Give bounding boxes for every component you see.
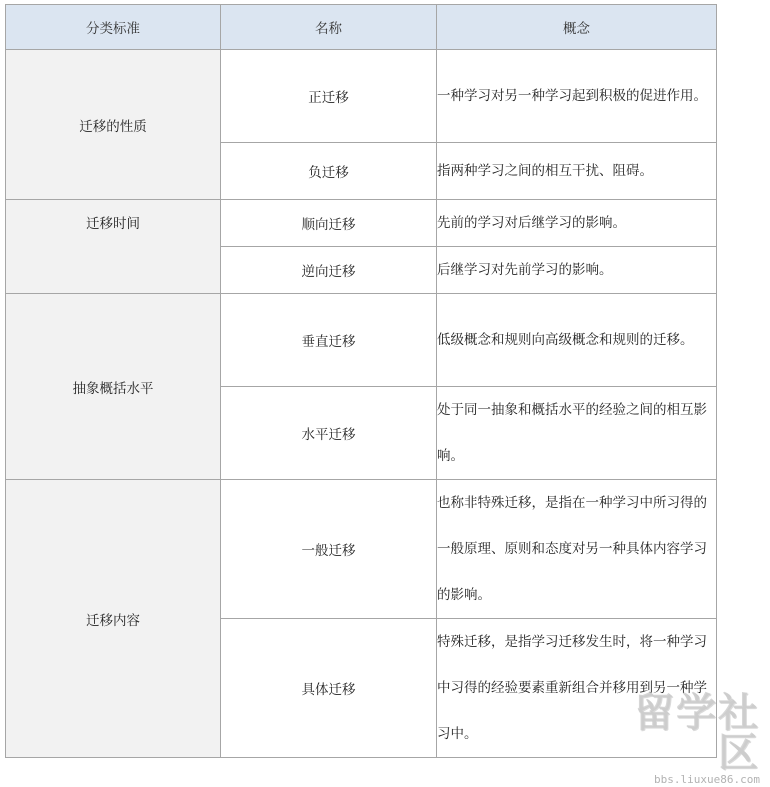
watermark-logo-text: 留学社区 (634, 690, 760, 776)
category-cell: 迁移内容 (6, 480, 221, 758)
name-cell: 正迁移 (221, 50, 437, 143)
header-category: 分类标准 (6, 5, 221, 50)
category-cell: 迁移时间 (6, 200, 221, 294)
watermark-url: bbs.liuxue86.com (654, 773, 760, 786)
table-row (6, 50, 717, 143)
table-row (6, 480, 717, 619)
header-row (6, 5, 717, 50)
category-cell: 抽象概括水平 (6, 294, 221, 480)
header-name: 名称 (221, 5, 437, 50)
concept-cell: 后继学习对先前学习的影响。 (437, 247, 717, 294)
table-row (6, 200, 717, 247)
name-cell: 逆向迁移 (221, 247, 437, 294)
name-cell: 一般迁移 (221, 480, 437, 619)
header-concept: 概念 (437, 5, 717, 50)
concept-cell: 先前的学习对后继学习的影响。 (437, 200, 717, 247)
table-row (6, 294, 717, 387)
name-cell: 水平迁移 (221, 387, 437, 480)
name-cell: 顺向迁移 (221, 200, 437, 247)
category-cell: 迁移的性质 (6, 50, 221, 200)
concept-cell: 一种学习对另一种学习起到积极的促进作用。 (437, 50, 717, 143)
transfer-classification-table (5, 4, 717, 758)
name-cell: 垂直迁移 (221, 294, 437, 387)
concept-cell: 也称非特殊迁移，是指在一种学习中所习得的一般原理、原则和态度对另一种具体内容学习的影响。 (437, 480, 717, 619)
concept-cell: 特殊迁移，是指学习迁移发生时，将一种学习中习得的经验要素重新组合并移用到另一种学习中。 (437, 619, 717, 758)
concept-cell: 低级概念和规则向高级概念和规则的迁移。 (437, 294, 717, 387)
concept-cell: 指两种学习之间的相互干扰、阻碍。 (437, 143, 717, 200)
name-cell: 具体迁移 (221, 619, 437, 758)
concept-cell: 处于同一抽象和概括水平的经验之间的相互影响。 (437, 387, 717, 480)
name-cell: 负迁移 (221, 143, 437, 200)
